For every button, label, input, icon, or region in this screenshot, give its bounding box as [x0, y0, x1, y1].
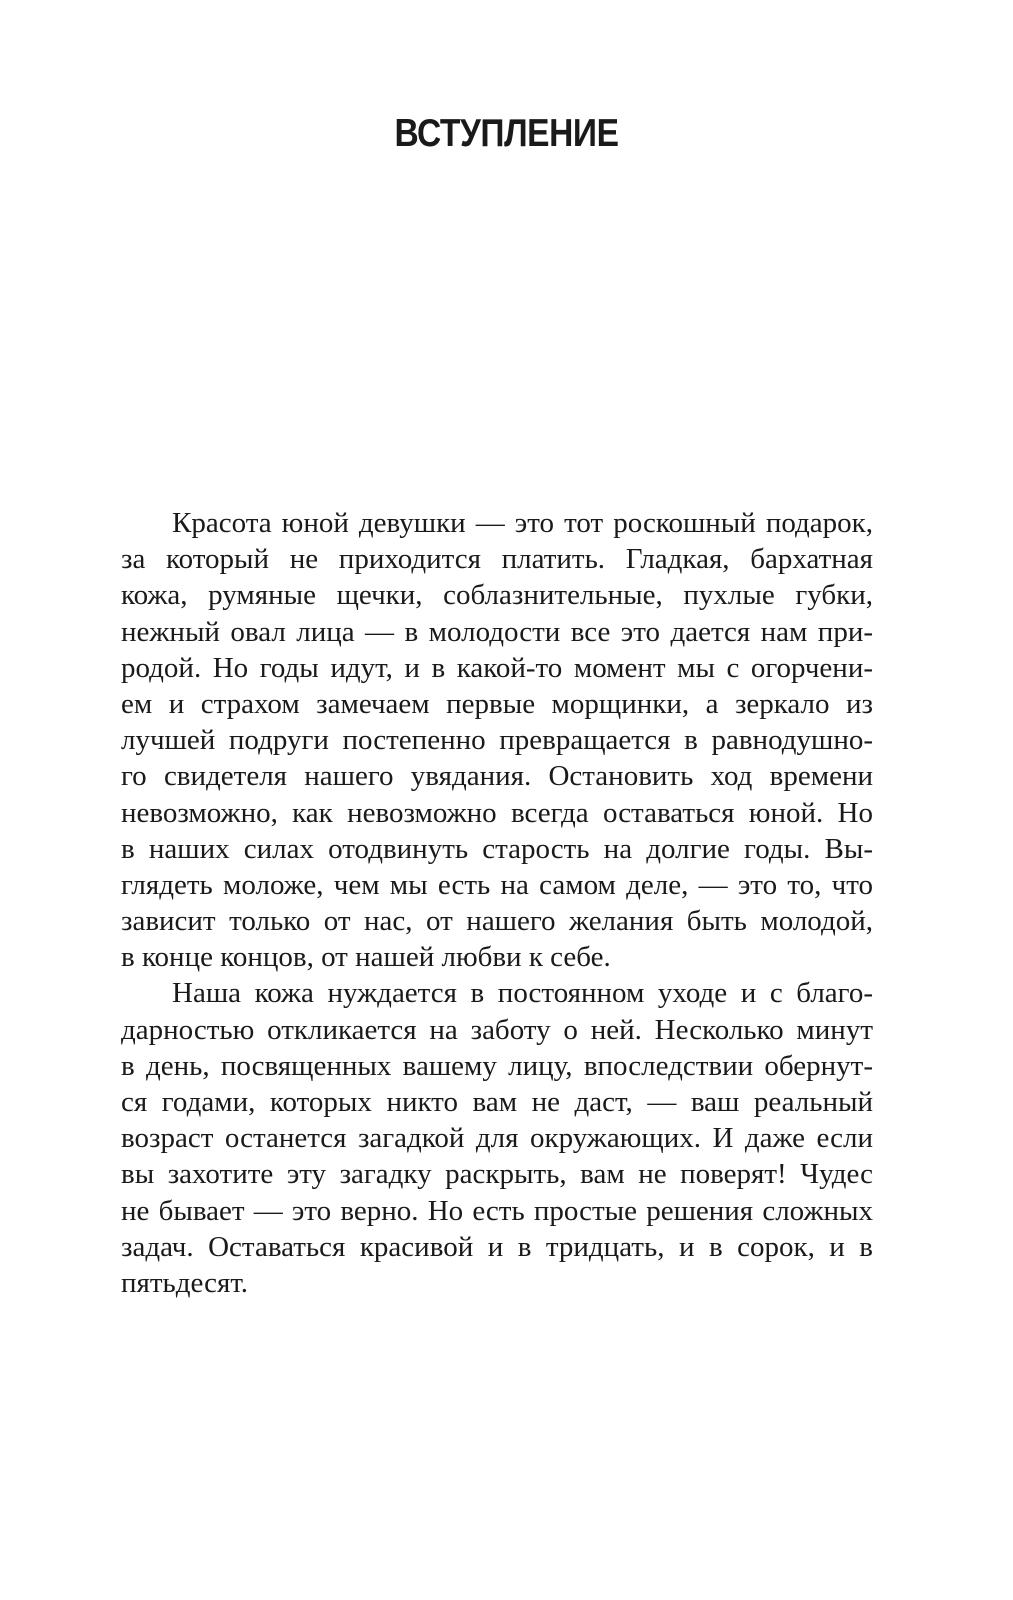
paragraph-1-line-12: зависит только от нас, от нашего желания быть молодой, [121, 905, 873, 938]
paragraph-1-line-8: го свидетеля нашего увядания. Остановить ход времени [121, 760, 873, 793]
paragraph-1-line-1: Красота юной девушки — это тот роскошный подарок, [172, 507, 873, 539]
paragraph-2-line-9: пятьдесят. [121, 1266, 249, 1299]
paragraph-2-line-6: вы захотите эту загадку раскрыть, вам не поверят! Чудес [121, 1158, 873, 1191]
paragraph-1-line-4: нежный овал лица — в молодости все это дается нам при- [121, 615, 873, 648]
paragraph-2-line-2: дарностью откликается на заботу о ней. Несколько минут [121, 1013, 873, 1046]
paragraph-1-line-9: невозможно, как невозможно всегда оставаться юной. Но [121, 796, 873, 829]
paragraph-2-line-1: Наша кожа нуждается в постоянном уходе и с благо- [172, 977, 873, 1010]
chapter-title: ВСТУПЛЕНИЕ [394, 112, 619, 155]
paragraph-2-line-4: ся годами, которых никто вам не даст, — ваш реальный [121, 1086, 873, 1118]
paragraph-1-line-2: за который не приходится платить. Гладкая, бархатная [121, 543, 873, 576]
paragraph-1-line-5: родой. Но годы идут, и в какой-то момент мы с огорчени- [121, 651, 873, 684]
paragraph-2-line-8: задач. Оставаться красивой и в тридцать, и в сорок, и в [121, 1230, 873, 1263]
paragraph-1-line-7: лучшей подруги постепенно превращается в равнодушно- [121, 724, 873, 757]
paragraph-1-line-13: в конце концов, от нашей любви к себе. [121, 941, 611, 974]
chapter-body [121, 505, 873, 1301]
paragraph-1-line-3: кожа, румяные щечки, соблазнительные, пухлые губки, [121, 579, 873, 612]
paragraph-1-line-11: глядеть моложе, чем мы есть на самом деле, — это то, что [121, 868, 873, 901]
paragraph-1-line-6: ем и страхом замечаем первые морщинки, а зеркало из [121, 687, 873, 720]
paragraph-1-line-10: в наших силах отодвинуть старость на долгие годы. Вы- [121, 832, 873, 865]
paragraph-2-line-5: возраст останется загадкой для окружающих. И даже если [121, 1122, 873, 1155]
paragraph-2-line-7: не бывает — это верно. Но есть простые решения сложных [121, 1194, 873, 1227]
paragraph-2-line-3: в день, посвященных вашему лицу, впоследствии обернут- [121, 1049, 873, 1082]
